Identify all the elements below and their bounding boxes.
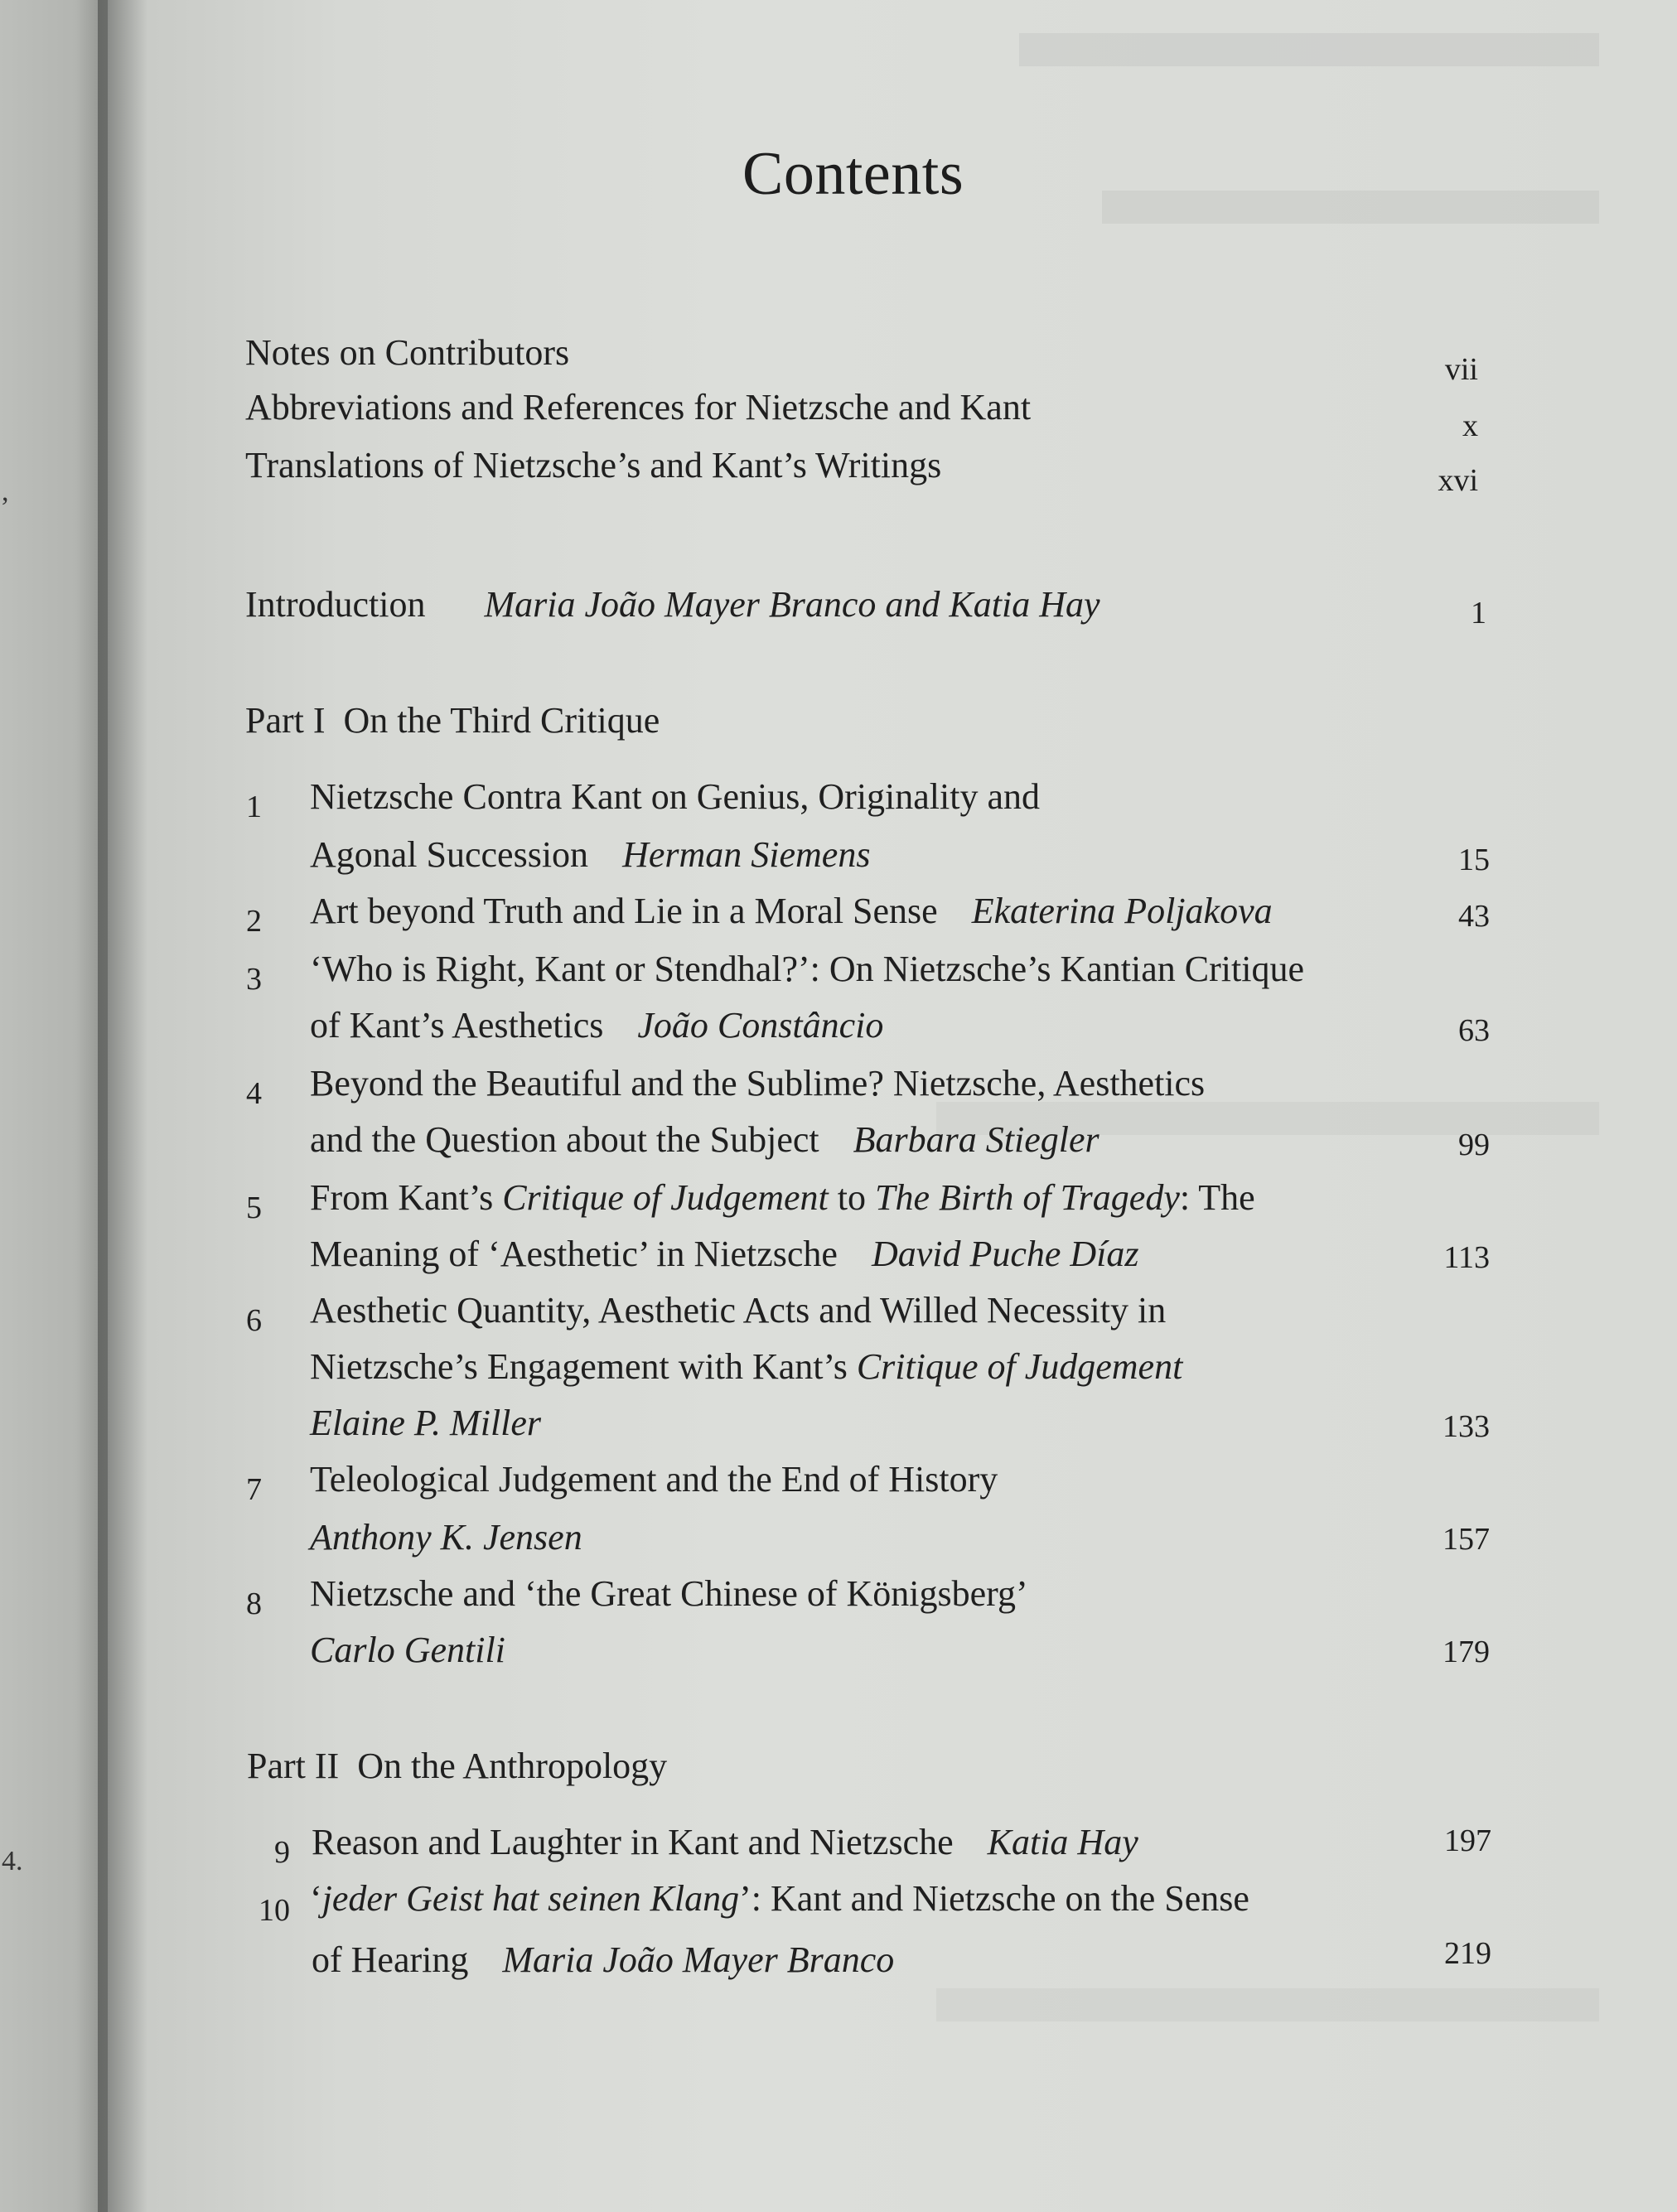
show-through-shadow — [936, 1988, 1599, 2021]
chapter-number: 3 — [246, 962, 262, 997]
toc-entry-label: Notes on Contributors — [245, 332, 570, 373]
toc-page-number: x — [1462, 408, 1478, 443]
toc-entry-author: João Constâncio — [637, 1005, 884, 1046]
part-heading: Part I On the Third Critique — [245, 700, 660, 741]
chapter-title-line2: Meaning of ‘Aesthetic’ in Nietzsche David Puche Díaz — [310, 1234, 1139, 1274]
toc-entry-label: Abbreviations and References for Nietzsche and Kant — [245, 387, 1032, 427]
chapter-number: 5 — [246, 1191, 262, 1225]
chapter-title-line2: and the Question about the Subject Barbara Stiegler — [310, 1119, 1099, 1160]
toc-entry-label: Introduction — [245, 584, 426, 625]
chapter-number: 1 — [246, 790, 262, 824]
toc-entry-author: Elaine P. Miller — [310, 1403, 542, 1443]
chapter-number: 2 — [246, 904, 262, 939]
chapter-title-line2: Agonal Succession Herman Siemens — [310, 834, 871, 875]
toc-page-number: vii — [1444, 352, 1478, 387]
toc-entry-author: Ekaterina Poljakova — [971, 891, 1273, 931]
chapter-title: From Kant’s Critique of Judgement to The Birth of Tragedy: The — [310, 1177, 1255, 1218]
toc-entry-author: Herman Siemens — [622, 834, 871, 875]
toc-page-number: 197 — [1444, 1823, 1491, 1858]
chapter-title-line2: of Kant’s Aesthetics João Constâncio — [310, 1005, 884, 1046]
show-through-shadow — [1019, 33, 1599, 66]
toc-entry-author: Anthony K. Jensen — [310, 1517, 582, 1558]
chapter-title-line: Art beyond Truth and Lie in a Moral Sense Ekaterina Poljakova — [310, 891, 1273, 931]
chapter-title: Teleological Judgement and the End of History — [310, 1459, 998, 1500]
chapter-title: ‘jeder Geist hat seinen Klang’: Kant and Nietzsche on the Sense — [310, 1878, 1249, 1919]
toc-page-number: 63 — [1458, 1013, 1490, 1048]
left-page-mark: , — [2, 476, 9, 507]
chapter-title: Nietzsche and ‘the Great Chinese of Königsberg’ — [310, 1573, 1028, 1614]
toc-page-number: xvi — [1438, 463, 1478, 498]
toc-entry-author: David Puche Díaz — [871, 1234, 1139, 1274]
chapter-number: 10 — [259, 1893, 290, 1928]
chapter-number: 4 — [246, 1076, 262, 1111]
left-page-mark: 4. — [2, 1846, 23, 1876]
chapter-title: Nietzsche Contra Kant on Genius, Originality and — [310, 776, 1041, 817]
part-heading: Part II On the Anthropology — [247, 1746, 668, 1786]
toc-page-number: 179 — [1443, 1635, 1490, 1669]
toc-page-number: 1 — [1471, 596, 1486, 630]
toc-page-number: 99 — [1458, 1128, 1490, 1162]
chapter-number: 6 — [246, 1303, 262, 1338]
chapter-number: 8 — [246, 1587, 262, 1621]
left-page-edge — [0, 0, 108, 2212]
toc-entry-author: Maria João Mayer Branco — [502, 1939, 895, 1980]
toc-entry-author: Katia Hay — [987, 1822, 1138, 1862]
toc-entry-label: Translations of Nietzsche’s and Kant’s Writings — [245, 445, 942, 485]
toc-entry-introduction — [245, 583, 1100, 625]
chapter-title-line: Reason and Laughter in Kant and Nietzsche Katia Hay — [312, 1822, 1138, 1862]
chapter-number: 9 — [274, 1835, 290, 1870]
chapter-title: ‘Who is Right, Kant or Stendhal?’: On Nietzsche’s Kantian Critique — [310, 949, 1304, 989]
toc-entry-author: Carlo Gentili — [310, 1630, 505, 1670]
toc-page-number: 113 — [1443, 1240, 1490, 1275]
toc-entry-author: Maria João Mayer Branco and Katia Hay — [484, 584, 1100, 625]
page-title: Contents — [742, 140, 964, 208]
toc-page-number: 15 — [1458, 843, 1490, 877]
chapter-number: 7 — [246, 1472, 262, 1507]
book-gutter-shadow — [98, 0, 147, 2212]
show-through-shadow — [1102, 191, 1599, 224]
chapter-title-line2: of Hearing Maria João Mayer Branco — [312, 1939, 895, 1980]
toc-entry-author: Barbara Stiegler — [853, 1119, 1099, 1160]
toc-page-number: 133 — [1443, 1409, 1490, 1444]
chapter-title-line2: Nietzsche’s Engagement with Kant’s Critique of Judgement — [310, 1346, 1183, 1387]
toc-page-number: 43 — [1458, 899, 1490, 934]
chapter-title: Aesthetic Quantity, Aesthetic Acts and Willed Necessity in — [310, 1290, 1167, 1331]
toc-page-number: 157 — [1443, 1522, 1490, 1557]
chapter-title: Beyond the Beautiful and the Sublime? Nietzsche, Aesthetics — [310, 1063, 1206, 1104]
toc-page-number: 219 — [1444, 1936, 1491, 1971]
